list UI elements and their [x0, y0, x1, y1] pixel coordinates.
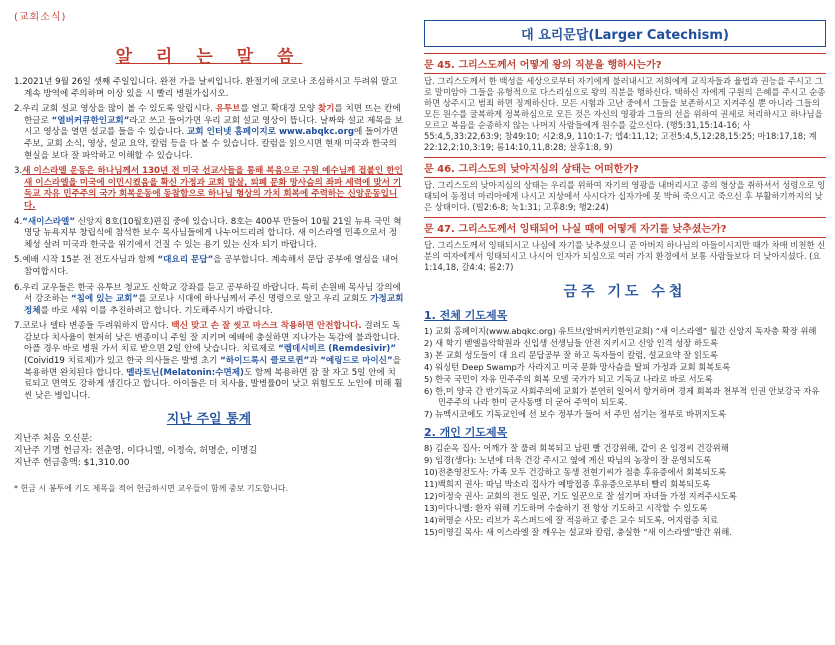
- notice-item: [14, 217, 404, 252]
- notices-list: [14, 77, 404, 402]
- notice-text: 찾기: [317, 104, 335, 115]
- notice-number: 5.: [14, 255, 23, 266]
- notice-text: 라고 쓰고 들어가면 우리 교회 설교 영상이 뜹니다. 날짜와 설교 제목을 보시고 영상을 열면 설교를 들을 수 있습니다.: [24, 115, 403, 138]
- prayer-item: 7) 뉴멕시코에도 기독교인에 선 보수 정부가 들어 서 주민 섬기는 정부로 바뀌지도록: [424, 409, 727, 419]
- prayer-item: 2) 새 학기 벧엘음악학원과 신입생 선생님들 안전 지키시고 신앙 인격 성장 하도록: [424, 338, 719, 348]
- notice-text: 도 함께 복용하면 잠 잘 자고 5일 안에 치료되고 면역도 강하게 생긴다고 합니다. 아이들은 더 치사율, 발병률0이 낮고 위험도도 노인에 비해 훨씬 낮은 병입니다.: [24, 367, 403, 401]
- notice-text: 2021년 9월 26일 셋째 주일입니다. 완전 가을 날씨입니다. 환절기에 코로나 조심하시고 두려워 말고 계속 방역에 주의하며 이상 있을 시 빨리 병원가십시오.: [22, 77, 398, 99]
- notice-item: [14, 77, 404, 100]
- offering-footnote: * 헌금 시 봉투에 기도 제목을 적어 헌금하시면 교우들이 함께 중보 기도합니다.: [14, 484, 289, 494]
- notice-text: 신앙지 8호(10월호)편집 중에 있습니다. 8호는 400부 만들어 10월 21일 뉴욕 국민 혁명당 뉴욕지부 창립식에 참석한 보수 목사님들에게 나누어드리려 합니다. 새 이스라엘 민족으로서 정체성 살려 미국과 한국을 위기에서 건질 수 있는 용기 있는 신자 되기 바랍니다.: [24, 216, 402, 250]
- notice-number: 3.: [14, 166, 23, 177]
- catechism-qa: [424, 53, 826, 273]
- prayer-item: 14)허명순 사모: 리브가 옥스퍼드에 잘 적응하고 좋은 교수 되도록, 어지럼증 치료: [424, 515, 719, 525]
- notice-text: 멜라토닌(Melatonin:수면제): [126, 367, 244, 378]
- church-news-tag: (교회소식): [14, 12, 67, 23]
- notice-text: “예링드로 마이신”: [320, 356, 393, 367]
- notice-text: “렘데시비르 (Remdesivir)”: [278, 344, 396, 355]
- prayer-section-general: 1. 전체 기도제목: [424, 309, 508, 322]
- notice-text: 에 들어가면 주보, 교회 소식, 영상, 설교 요약, 칼럼 등을 다 볼 수 있습니다. 칼럼을 읽으시면 현재 미국과 한국의 현실을 보다 잘 파악하고 이해할 수 있습니다.: [24, 127, 399, 161]
- notice-text: 을 공부합니다. 계속해서 문답 공부에 열심을 내어 참여합시다.: [24, 255, 399, 277]
- notice-text: 우리 교우들은 한국 유투브 청교도 신학교 강좌를 듣고 공부하길 바랍니다. 특히 손원배 목사님 강의에서 강조하는: [22, 282, 401, 305]
- catechism-answer: 답. 그리스도의 낮아지심의 상태는 우리를 위하여 자기의 영광을 내버리시고 종의 형상을 취하셔서 성령으로 잉태되어 동정녀 마리아에게 나시고 지상에서 사시다가 십자가에 못 박혀 죽으시고 죽으신 후 부활하기까지의 낮은 상태이다. (빌2:6-8; 눅1:31; 고후8:9; 행2:24): [424, 180, 826, 212]
- notice-text: “새이스라엘”: [22, 216, 76, 227]
- general-prayer-list: [424, 326, 826, 420]
- notice-number: 1.: [14, 77, 23, 87]
- prayer-item: 1) 교회 홈페이지(www.abqkc.org) 유트브(알버커키한인교회) “새 이스라엘” 월간 신앙지 독자층 확장 위해: [424, 326, 817, 336]
- notice-item: [14, 166, 404, 212]
- catechism-question: 문 46. 그리스도의 낮아지심의 상태는 어떠한가?: [424, 157, 826, 178]
- notice-text: 유투브: [215, 104, 241, 115]
- notice-item: [14, 283, 404, 318]
- prayer-item: 15)이명길 목사: 새 이스라엘 잘 깨우는 설교와 칼럼, 충실한 “새 이스라엘”발간 위해.: [424, 527, 732, 537]
- notice-number: 6.: [14, 282, 23, 293]
- notice-text: 가정교회 정체: [24, 294, 404, 316]
- catechism-title: 대 요리문답(Larger Catechism): [424, 20, 826, 47]
- notice-text: (Coivid19 치료제)가 있고 한국 의사들은 발병 초기: [24, 356, 221, 367]
- notice-text: 을 복용하면 완치된다 합니다.: [24, 356, 401, 378]
- attendance-line: 지난주 처음 오신분:: [14, 434, 93, 445]
- prayer-item: 5) 한국 국민이 자유 민주주의 회복 모델 국가가 되고 기독교 나라로 바로 서도록: [424, 374, 713, 384]
- attendance-title: 지난 주일 통계: [166, 412, 252, 428]
- notice-text: 를 열고 확대경 모양: [240, 104, 318, 115]
- notice-text: 과: [309, 356, 321, 367]
- catechism-question: 문 47. 그리스도께서 잉태되어 나실 때에 어떻게 자기를 낮추셨는가?: [424, 217, 826, 238]
- notice-text: “침에 있는 교회”: [70, 294, 139, 305]
- notice-item: [14, 104, 404, 162]
- prayer-item: 10)전춘영전도사: 가족 모두 건강하고 동생 전현기씨가 점층 후유증에서 회복되도록: [424, 467, 727, 477]
- notice-text: 를 코로나 시대에 하나님께서 주신 명령으로 알고 우리 교회도: [138, 294, 371, 305]
- notice-number: 7.: [14, 321, 23, 332]
- catechism-question: 문 45. 그리스도께서 어떻게 왕의 직분을 행하시는가?: [424, 53, 826, 74]
- attendance-block: [14, 433, 404, 469]
- notice-number: 2.: [14, 104, 23, 115]
- notice-text: 코로나 델타 변종들 두려워하지 맙시다.: [22, 321, 172, 332]
- notice-text: 를 바로 세워 이를 추진하려고 합니다. 기도해주시기 바랍니다.: [40, 305, 273, 316]
- notice-text: “하이드록시 클로로퀸”: [220, 356, 310, 367]
- prayer-section-personal: 2. 개인 기도제목: [424, 426, 508, 439]
- notice-item: [14, 255, 404, 278]
- attendance-line: 지난주 헌금총액: $1,310.00: [14, 458, 130, 469]
- prayer-item: 11)백희지 권사: 따님 박소리 집사가 예방접종 후유증으로부터 빨리 회복되도록: [424, 479, 711, 489]
- left-column: [14, 36, 404, 494]
- notice-text: “열버커큐한인교회”: [51, 115, 130, 126]
- notice-item: [14, 321, 404, 402]
- notice-text: 우리 교회 설교 영상을 많이 볼 수 있도록 알립시다.: [22, 104, 216, 115]
- notice-number: 4.: [14, 216, 23, 227]
- catechism-answer: 답. 그리스도께서 한 백성을 세상으로부터 자기에게 불러내시고 저희에게 교직자들과 율법과 권능을 주시고 그로 말미암아 그들을 유형적으로 다스리심으로 왕의 직분을 행하신다. 택하신 자에게 구원의 은혜를 주시고 순종하면 상주시고 범죄 하면 징계하신다. 모든 시험과 고난 중에서 그들을 보존하시고 지켜주실 뿐 아니라 그들의 모든 원수를 굴복하게 정복하심으로 모든 것은 자신의 영광과 그들의 선을 위하여 권세로 처리하시고 하나님을 모르고 복음을 순종하지 않는 나머지 사람들에게 원수를 갚으신다. (행5:31,15:14-16; 사55:4,5,33:22,63:9; 창49:10; 시2:8,9, 110:1-7; 엡4:11,12; 고전5:4,5,12:28,15:25; 마18:17,18; 계22:12,2:10,3:19; 롬14:10,11,8:28; 살후1:8, 9): [424, 76, 826, 152]
- prayer-item: 12)이정숙 권사: 교회의 전도 일꾼, 기도 일꾼으로 잘 섬기며 자녀들 가정 지켜주시도록: [424, 491, 737, 501]
- prayer-item: 4) 워싱턴 Deep Swamp가 사라지고 미국 문화 망사슴을 탈피 가정과 교회 회복토록: [424, 362, 731, 372]
- notice-text: 걸려도 독감보다 치사율이 현저히 낮은 변종이니 주일 잘 지키며 예배에 충실하면 지나가는 독감에 불과합니다. 아플 경우 바로 병원 가서 치료 받으면 2일 안에 낫습니다. 치료제로: [24, 321, 401, 355]
- prayer-item: 9) 임경(생다): 노년에 더욱 건강 주시고 옆에 게신 따님의 농장이 잘 운영되도록: [424, 455, 712, 465]
- prayer-item: 13)이다니엘: 환자 위해 기도하며 수술하기 전 항상 기도하고 시작할 수 있도록: [424, 503, 708, 513]
- notice-text: “대요리 문답”: [157, 255, 214, 266]
- notice-text: 교회 인터넷 홈페이지로 www.abqkc.org: [186, 127, 354, 138]
- prayer-title: 금주 기도 수첩: [563, 284, 687, 300]
- notice-text: 를 치면 뜨는 칸에 한글로: [24, 104, 401, 126]
- notice-text: 예배 시작 15분 전 전도사님과 함께: [22, 255, 158, 266]
- prayer-item: 3) 본 교회 성도들이 대 요리 문답공부 잘 하고 독자들이 칼럼, 설교요약 잘 읽도록: [424, 350, 718, 360]
- catechism-answer: 답. 그리스도께서 잉태되시고 나심에 자기를 낮추셨으니 곧 아버지 하나님의 아들이시지만 때가 차매 비천한 신분의 여자에게서 잉태되시고 나시어 인자가 되심으로 여러 가지 환경에서 보통 사람들보다 더 낮아지셨다. (요1:14,18, 갈4:4; 롬2:7): [424, 240, 826, 272]
- right-column: [424, 12, 826, 539]
- prayer-item: 6) 한,미 양국 간 반기독교 사회주의에 교회가 분연히 일어서 항거하며 경제 회복과 천부적 인권 안보강국 자유 민주주의 나라 한미 군사동맹 더 굳어 주역이 되도록.: [424, 386, 820, 407]
- attendance-line: 지난주 기명 헌금자: 전춘영, 이다니엘, 이정숙, 허명순, 이명길: [14, 446, 258, 457]
- notice-text: 백신 맞고 손 잘 씻고 마스크 착용하면 안전합니다.: [171, 321, 362, 332]
- notices-title: 알 리 는 말 씀: [115, 47, 303, 67]
- personal-prayer-list: [424, 443, 826, 538]
- notice-text: 새 이스라엘 운동은 하나님께서 130년 전 미국 선교사들을 통해 복음으로 구원 예수님께 접붙인 한인 새 이스라엘을 미국에 이민시켰음을 확신 가정과 교회 말살, 퇴폐 문화 망사슴의 좌파 세력에 맞서 기독교 자유 민주주의 국가 회복운동에 동참함으로 하나님 형상의 가치 회복에 주력하는 신앙운동입니다.: [22, 166, 403, 211]
- prayer-item: 8) 김순옥 집사: 어깨가 잘 풀려 회복되고 남편 빨 건강위해, 같이 온 임경씨 건강위해: [424, 443, 729, 453]
